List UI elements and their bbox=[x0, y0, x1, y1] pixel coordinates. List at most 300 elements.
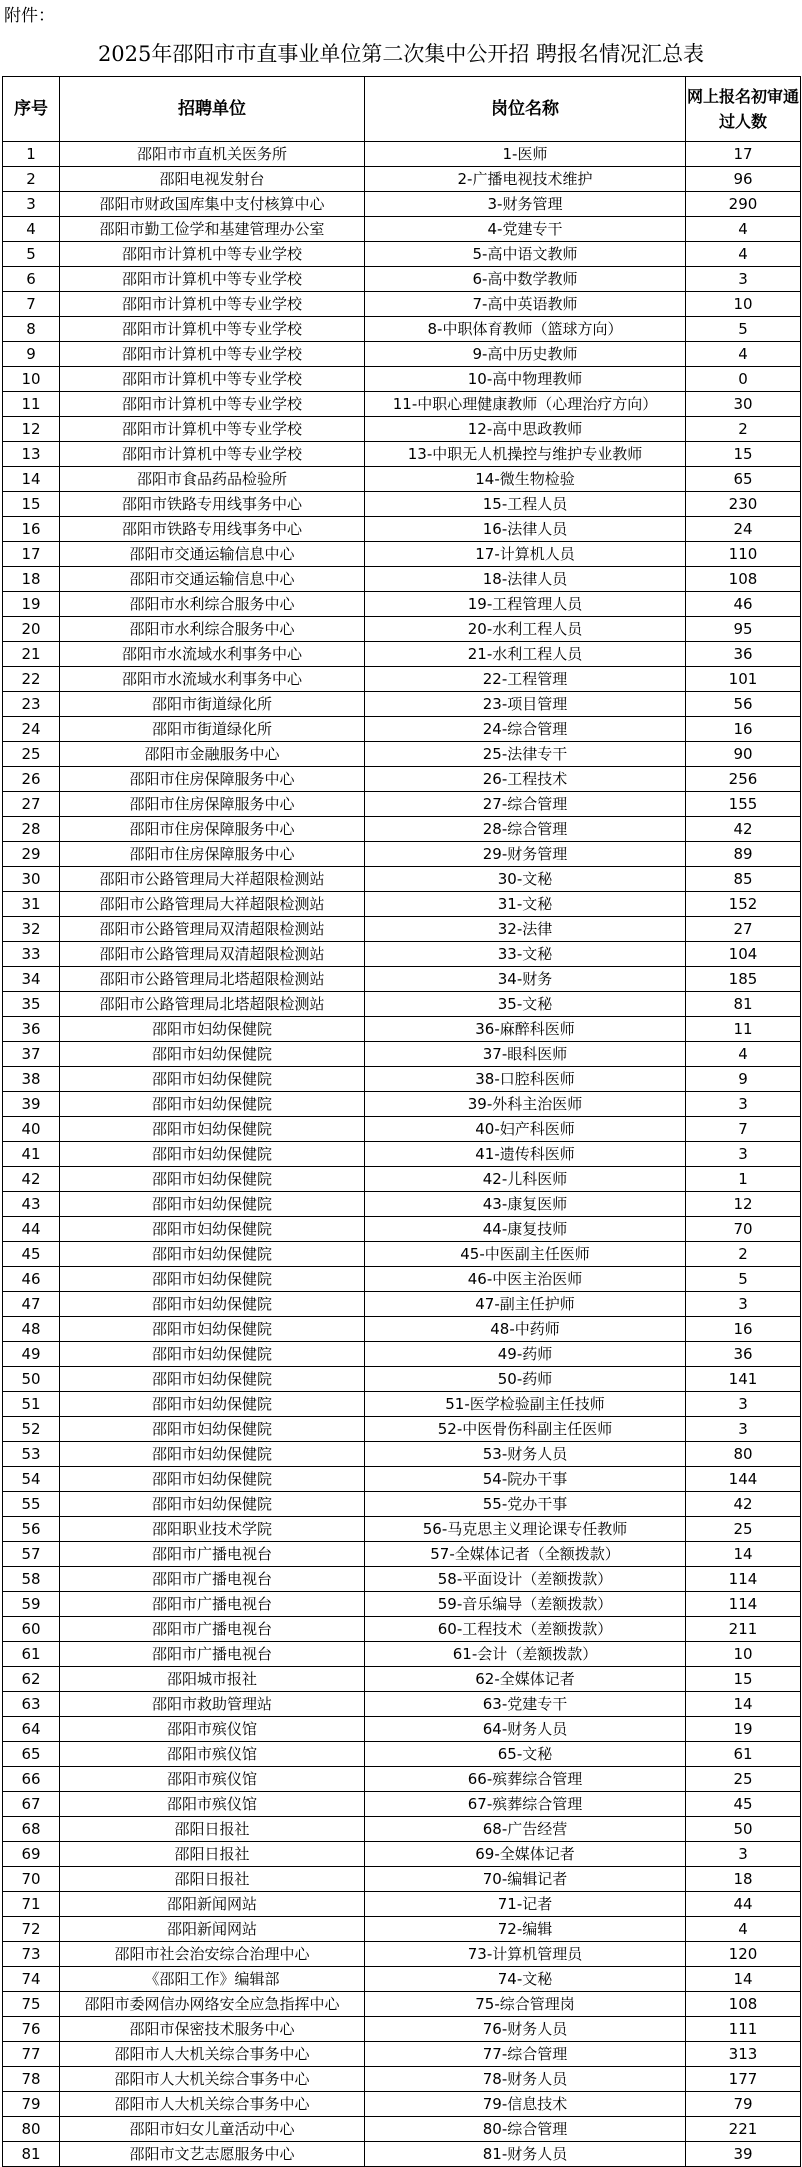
cell-count: 96 bbox=[686, 167, 801, 192]
cell-count: 85 bbox=[686, 867, 801, 892]
table-row bbox=[3, 1617, 801, 1642]
cell-position: 43-康复医师 bbox=[365, 1192, 686, 1217]
cell-index: 58 bbox=[3, 1567, 60, 1592]
table-body bbox=[3, 142, 801, 2167]
table-row bbox=[3, 592, 801, 617]
cell-employer: 邵阳市文艺志愿服务中心 bbox=[60, 2142, 365, 2167]
cell-position: 50-药师 bbox=[365, 1367, 686, 1392]
cell-count: 3 bbox=[686, 1417, 801, 1442]
cell-employer: 邵阳市广播电视台 bbox=[60, 1567, 365, 1592]
cell-index: 40 bbox=[3, 1117, 60, 1142]
cell-count: 108 bbox=[686, 567, 801, 592]
cell-index: 9 bbox=[3, 342, 60, 367]
cell-position: 21-水利工程人员 bbox=[365, 642, 686, 667]
cell-index: 71 bbox=[3, 1892, 60, 1917]
cell-employer: 邵阳市殡仪馆 bbox=[60, 1767, 365, 1792]
cell-count: 90 bbox=[686, 742, 801, 767]
page-title: 2025年邵阳市市直事业单位第二次集中公开招 聘报名情况汇总表 bbox=[97, 42, 705, 66]
table-row bbox=[3, 1342, 801, 1367]
cell-count: 5 bbox=[686, 317, 801, 342]
cell-employer: 邵阳市铁路专用线事务中心 bbox=[60, 492, 365, 517]
table-row bbox=[3, 1067, 801, 1092]
table-row bbox=[3, 1667, 801, 1692]
cell-position: 4-党建专干 bbox=[365, 217, 686, 242]
cell-count: 3 bbox=[686, 1142, 801, 1167]
cell-count: 61 bbox=[686, 1742, 801, 1767]
cell-employer: 邵阳市计算机中等专业学校 bbox=[60, 417, 365, 442]
cell-employer: 邵阳市妇幼保健院 bbox=[60, 1392, 365, 1417]
cell-index: 56 bbox=[3, 1517, 60, 1542]
cell-position: 37-眼科医师 bbox=[365, 1042, 686, 1067]
cell-position: 31-文秘 bbox=[365, 892, 686, 917]
cell-employer: 邵阳市妇幼保健院 bbox=[60, 1467, 365, 1492]
cell-employer: 邵阳市妇幼保健院 bbox=[60, 1042, 365, 1067]
cell-position: 68-广告经营 bbox=[365, 1817, 686, 1842]
cell-position: 54-院办干事 bbox=[365, 1467, 686, 1492]
cell-index: 66 bbox=[3, 1767, 60, 1792]
cell-employer: 邵阳市妇幼保健院 bbox=[60, 1292, 365, 1317]
table-row bbox=[3, 1467, 801, 1492]
table-row bbox=[3, 2017, 801, 2042]
table-row bbox=[3, 392, 801, 417]
cell-count: 16 bbox=[686, 717, 801, 742]
table-row bbox=[3, 217, 801, 242]
table-row bbox=[3, 667, 801, 692]
table-row bbox=[3, 542, 801, 567]
cell-position: 79-信息技术 bbox=[365, 2092, 686, 2117]
cell-position: 71-记者 bbox=[365, 1892, 686, 1917]
cell-employer: 邵阳市水流域水利事务中心 bbox=[60, 642, 365, 667]
cell-position: 73-计算机管理员 bbox=[365, 1942, 686, 1967]
cell-index: 17 bbox=[3, 542, 60, 567]
cell-employer: 邵阳市计算机中等专业学校 bbox=[60, 242, 365, 267]
cell-position: 40-妇产科医师 bbox=[365, 1117, 686, 1142]
cell-count: 256 bbox=[686, 767, 801, 792]
cell-employer: 邵阳日报社 bbox=[60, 1817, 365, 1842]
cell-count: 4 bbox=[686, 342, 801, 367]
cell-position: 57-全媒体记者（全额拨款） bbox=[365, 1542, 686, 1567]
cell-employer: 邵阳市妇幼保健院 bbox=[60, 1492, 365, 1517]
cell-index: 16 bbox=[3, 517, 60, 542]
cell-count: 10 bbox=[686, 292, 801, 317]
cell-index: 54 bbox=[3, 1467, 60, 1492]
cell-employer: 邵阳市计算机中等专业学校 bbox=[60, 317, 365, 342]
cell-position: 72-编辑 bbox=[365, 1917, 686, 1942]
cell-index: 14 bbox=[3, 467, 60, 492]
cell-count: 0 bbox=[686, 367, 801, 392]
cell-count: 110 bbox=[686, 542, 801, 567]
cell-employer: 邵阳市妇幼保健院 bbox=[60, 1267, 365, 1292]
cell-count: 2 bbox=[686, 1242, 801, 1267]
cell-employer: 邵阳市计算机中等专业学校 bbox=[60, 342, 365, 367]
cell-employer: 邵阳电视发射台 bbox=[60, 167, 365, 192]
cell-employer: 邵阳市妇幼保健院 bbox=[60, 1367, 365, 1392]
cell-employer: 邵阳市公路管理局北塔超限检测站 bbox=[60, 992, 365, 1017]
cell-employer: 邵阳市公路管理局北塔超限检测站 bbox=[60, 967, 365, 992]
table-row bbox=[3, 1942, 801, 1967]
cell-position: 81-财务人员 bbox=[365, 2142, 686, 2167]
cell-employer: 邵阳市妇幼保健院 bbox=[60, 1342, 365, 1367]
cell-employer: 邵阳市计算机中等专业学校 bbox=[60, 392, 365, 417]
cell-employer: 邵阳市财政国库集中支付核算中心 bbox=[60, 192, 365, 217]
cell-count: 230 bbox=[686, 492, 801, 517]
cell-position: 5-高中语文教师 bbox=[365, 242, 686, 267]
cell-index: 61 bbox=[3, 1642, 60, 1667]
cell-employer: 邵阳市妇幼保健院 bbox=[60, 1242, 365, 1267]
cell-index: 49 bbox=[3, 1342, 60, 1367]
cell-employer: 邵阳市公路管理局大祥超限检测站 bbox=[60, 867, 365, 892]
table-row bbox=[3, 1142, 801, 1167]
cell-position: 39-外科主治医师 bbox=[365, 1092, 686, 1117]
cell-index: 32 bbox=[3, 917, 60, 942]
cell-index: 43 bbox=[3, 1192, 60, 1217]
table-row bbox=[3, 1792, 801, 1817]
cell-count: 79 bbox=[686, 2092, 801, 2117]
attachment-label: 附件： bbox=[4, 6, 55, 26]
cell-index: 41 bbox=[3, 1142, 60, 1167]
table-row bbox=[3, 1492, 801, 1517]
cell-count: 15 bbox=[686, 442, 801, 467]
cell-count: 177 bbox=[686, 2067, 801, 2092]
cell-index: 35 bbox=[3, 992, 60, 1017]
cell-index: 38 bbox=[3, 1067, 60, 1092]
cell-count: 39 bbox=[686, 2142, 801, 2167]
table-row bbox=[3, 292, 801, 317]
cell-count: 25 bbox=[686, 1517, 801, 1542]
cell-employer: 邵阳市妇幼保健院 bbox=[60, 1317, 365, 1342]
cell-count: 18 bbox=[686, 1867, 801, 1892]
cell-index: 27 bbox=[3, 792, 60, 817]
cell-employer: 邵阳市妇幼保健院 bbox=[60, 1092, 365, 1117]
cell-count: 81 bbox=[686, 992, 801, 1017]
cell-position: 33-文秘 bbox=[365, 942, 686, 967]
table-row bbox=[3, 1192, 801, 1217]
cell-position: 26-工程技术 bbox=[365, 767, 686, 792]
cell-employer: 邵阳市勤工俭学和基建管理办公室 bbox=[60, 217, 365, 242]
cell-employer: 邵阳市妇幼保健院 bbox=[60, 1117, 365, 1142]
cell-employer: 邵阳市交通运输信息中心 bbox=[60, 542, 365, 567]
cell-index: 50 bbox=[3, 1367, 60, 1392]
cell-position: 11-中职心理健康教师（心理治疗方向） bbox=[365, 392, 686, 417]
table-row bbox=[3, 892, 801, 917]
cell-count: 10 bbox=[686, 1642, 801, 1667]
table-row bbox=[3, 1167, 801, 1192]
cell-index: 48 bbox=[3, 1317, 60, 1342]
cell-position: 20-水利工程人员 bbox=[365, 617, 686, 642]
cell-index: 1 bbox=[3, 142, 60, 167]
cell-position: 28-综合管理 bbox=[365, 817, 686, 842]
table-row bbox=[3, 742, 801, 767]
cell-count: 4 bbox=[686, 242, 801, 267]
cell-employer: 邵阳市人大机关综合事务中心 bbox=[60, 2067, 365, 2092]
cell-count: 101 bbox=[686, 667, 801, 692]
table-row bbox=[3, 642, 801, 667]
table-row bbox=[3, 2067, 801, 2092]
cell-index: 28 bbox=[3, 817, 60, 842]
cell-position: 27-综合管理 bbox=[365, 792, 686, 817]
cell-count: 221 bbox=[686, 2117, 801, 2142]
cell-position: 10-高中物理教师 bbox=[365, 367, 686, 392]
cell-index: 15 bbox=[3, 492, 60, 517]
cell-position: 22-工程管理 bbox=[365, 667, 686, 692]
header-index: 序号 bbox=[3, 77, 60, 142]
cell-employer: 邵阳市妇幼保健院 bbox=[60, 1167, 365, 1192]
cell-employer: 邵阳市广播电视台 bbox=[60, 1592, 365, 1617]
cell-index: 30 bbox=[3, 867, 60, 892]
cell-index: 44 bbox=[3, 1217, 60, 1242]
cell-position: 30-文秘 bbox=[365, 867, 686, 892]
cell-position: 66-殡葬综合管理 bbox=[365, 1767, 686, 1792]
cell-position: 29-财务管理 bbox=[365, 842, 686, 867]
cell-employer: 邵阳市街道绿化所 bbox=[60, 717, 365, 742]
cell-employer: 邵阳市住房保障服务中心 bbox=[60, 842, 365, 867]
cell-position: 15-工程人员 bbox=[365, 492, 686, 517]
table-row bbox=[3, 1767, 801, 1792]
cell-count: 9 bbox=[686, 1067, 801, 1092]
table-row bbox=[3, 242, 801, 267]
cell-index: 23 bbox=[3, 692, 60, 717]
cell-count: 70 bbox=[686, 1217, 801, 1242]
cell-count: 27 bbox=[686, 917, 801, 942]
cell-index: 65 bbox=[3, 1742, 60, 1767]
cell-position: 19-工程管理人员 bbox=[365, 592, 686, 617]
cell-position: 49-药师 bbox=[365, 1342, 686, 1367]
cell-index: 24 bbox=[3, 717, 60, 742]
cell-index: 26 bbox=[3, 767, 60, 792]
cell-employer: 邵阳市殡仪馆 bbox=[60, 1792, 365, 1817]
cell-count: 42 bbox=[686, 817, 801, 842]
cell-position: 46-中医主治医师 bbox=[365, 1267, 686, 1292]
cell-position: 16-法律人员 bbox=[365, 517, 686, 542]
cell-position: 64-财务人员 bbox=[365, 1717, 686, 1742]
table-row bbox=[3, 1692, 801, 1717]
cell-employer: 邵阳市妇幼保健院 bbox=[60, 1192, 365, 1217]
cell-position: 67-殡葬综合管理 bbox=[365, 1792, 686, 1817]
cell-index: 77 bbox=[3, 2042, 60, 2067]
cell-index: 4 bbox=[3, 217, 60, 242]
cell-index: 78 bbox=[3, 2067, 60, 2092]
cell-position: 41-遗传科医师 bbox=[365, 1142, 686, 1167]
table-row bbox=[3, 517, 801, 542]
cell-position: 8-中职体育教师（篮球方向） bbox=[365, 317, 686, 342]
cell-employer: 邵阳市委网信办网络安全应急指挥中心 bbox=[60, 1992, 365, 2017]
cell-position: 48-中药师 bbox=[365, 1317, 686, 1342]
table-row bbox=[3, 1217, 801, 1242]
cell-index: 42 bbox=[3, 1167, 60, 1192]
cell-employer: 邵阳市人大机关综合事务中心 bbox=[60, 2092, 365, 2117]
cell-index: 31 bbox=[3, 892, 60, 917]
cell-count: 14 bbox=[686, 1692, 801, 1717]
cell-index: 69 bbox=[3, 1842, 60, 1867]
cell-employer: 《邵阳工作》编辑部 bbox=[60, 1967, 365, 1992]
cell-position: 53-财务人员 bbox=[365, 1442, 686, 1467]
cell-count: 114 bbox=[686, 1567, 801, 1592]
cell-count: 50 bbox=[686, 1817, 801, 1842]
cell-index: 68 bbox=[3, 1817, 60, 1842]
table-row bbox=[3, 942, 801, 967]
cell-index: 33 bbox=[3, 942, 60, 967]
cell-position: 23-项目管理 bbox=[365, 692, 686, 717]
cell-employer: 邵阳市食品药品检验所 bbox=[60, 467, 365, 492]
table-row bbox=[3, 442, 801, 467]
cell-employer: 邵阳市广播电视台 bbox=[60, 1642, 365, 1667]
cell-position: 9-高中历史教师 bbox=[365, 342, 686, 367]
cell-employer: 邵阳城市报社 bbox=[60, 1667, 365, 1692]
table-row bbox=[3, 1967, 801, 1992]
table-row bbox=[3, 817, 801, 842]
cell-count: 17 bbox=[686, 142, 801, 167]
table-row bbox=[3, 1267, 801, 1292]
cell-count: 25 bbox=[686, 1767, 801, 1792]
cell-employer: 邵阳市广播电视台 bbox=[60, 1617, 365, 1642]
cell-employer: 邵阳市计算机中等专业学校 bbox=[60, 292, 365, 317]
cell-count: 211 bbox=[686, 1617, 801, 1642]
cell-index: 76 bbox=[3, 2017, 60, 2042]
cell-count: 12 bbox=[686, 1192, 801, 1217]
cell-position: 56-马克思主义理论课专任教师 bbox=[365, 1517, 686, 1542]
cell-count: 4 bbox=[686, 1042, 801, 1067]
cell-index: 60 bbox=[3, 1617, 60, 1642]
table-row bbox=[3, 467, 801, 492]
cell-count: 56 bbox=[686, 692, 801, 717]
cell-count: 108 bbox=[686, 1992, 801, 2017]
table-row bbox=[3, 492, 801, 517]
cell-position: 74-文秘 bbox=[365, 1967, 686, 1992]
cell-employer: 邵阳市殡仪馆 bbox=[60, 1742, 365, 1767]
cell-index: 18 bbox=[3, 567, 60, 592]
cell-employer: 邵阳市住房保障服务中心 bbox=[60, 767, 365, 792]
cell-employer: 邵阳市社会治安综合治理中心 bbox=[60, 1942, 365, 1967]
cell-index: 79 bbox=[3, 2092, 60, 2117]
cell-employer: 邵阳市计算机中等专业学校 bbox=[60, 442, 365, 467]
table-row bbox=[3, 842, 801, 867]
cell-employer: 邵阳市保密技术服务中心 bbox=[60, 2017, 365, 2042]
cell-index: 29 bbox=[3, 842, 60, 867]
cell-employer: 邵阳市水利综合服务中心 bbox=[60, 592, 365, 617]
cell-employer: 邵阳市计算机中等专业学校 bbox=[60, 367, 365, 392]
cell-employer: 邵阳市住房保障服务中心 bbox=[60, 792, 365, 817]
cell-position: 75-综合管理岗 bbox=[365, 1992, 686, 2017]
cell-count: 89 bbox=[686, 842, 801, 867]
cell-index: 64 bbox=[3, 1717, 60, 1742]
table-row bbox=[3, 1842, 801, 1867]
cell-index: 5 bbox=[3, 242, 60, 267]
table-row bbox=[3, 1542, 801, 1567]
cell-count: 111 bbox=[686, 2017, 801, 2042]
cell-position: 7-高中英语教师 bbox=[365, 292, 686, 317]
header-position: 岗位名称 bbox=[365, 77, 686, 142]
cell-count: 7 bbox=[686, 1117, 801, 1142]
cell-count: 1 bbox=[686, 1167, 801, 1192]
cell-count: 65 bbox=[686, 467, 801, 492]
cell-count: 42 bbox=[686, 1492, 801, 1517]
table-row bbox=[3, 317, 801, 342]
cell-employer: 邵阳市妇幼保健院 bbox=[60, 1142, 365, 1167]
cell-count: 120 bbox=[686, 1942, 801, 1967]
cell-employer: 邵阳市金融服务中心 bbox=[60, 742, 365, 767]
cell-employer: 邵阳市妇幼保健院 bbox=[60, 1217, 365, 1242]
table-row bbox=[3, 1442, 801, 1467]
table-row bbox=[3, 1417, 801, 1442]
cell-count: 19 bbox=[686, 1717, 801, 1742]
cell-position: 34-财务 bbox=[365, 967, 686, 992]
cell-employer: 邵阳市公路管理局大祥超限检测站 bbox=[60, 892, 365, 917]
table-row bbox=[3, 1367, 801, 1392]
cell-position: 17-计算机人员 bbox=[365, 542, 686, 567]
cell-index: 81 bbox=[3, 2142, 60, 2167]
cell-employer: 邵阳新闻网站 bbox=[60, 1917, 365, 1942]
cell-position: 6-高中数学教师 bbox=[365, 267, 686, 292]
header-employer: 招聘单位 bbox=[60, 77, 365, 142]
cell-count: 3 bbox=[686, 267, 801, 292]
cell-employer: 邵阳市街道绿化所 bbox=[60, 692, 365, 717]
cell-count: 36 bbox=[686, 1342, 801, 1367]
cell-index: 3 bbox=[3, 192, 60, 217]
table-row bbox=[3, 567, 801, 592]
table-row bbox=[3, 192, 801, 217]
table-row bbox=[3, 1817, 801, 1842]
cell-index: 34 bbox=[3, 967, 60, 992]
table-row bbox=[3, 2092, 801, 2117]
cell-employer: 邵阳市救助管理站 bbox=[60, 1692, 365, 1717]
cell-employer: 邵阳市妇幼保健院 bbox=[60, 1417, 365, 1442]
table-row bbox=[3, 717, 801, 742]
table-row bbox=[3, 1517, 801, 1542]
cell-employer: 邵阳市水利综合服务中心 bbox=[60, 617, 365, 642]
cell-count: 45 bbox=[686, 1792, 801, 1817]
cell-index: 47 bbox=[3, 1292, 60, 1317]
cell-count: 3 bbox=[686, 1092, 801, 1117]
table-header-row bbox=[3, 77, 801, 142]
cell-count: 2 bbox=[686, 417, 801, 442]
table-row bbox=[3, 167, 801, 192]
cell-index: 13 bbox=[3, 442, 60, 467]
cell-employer: 邵阳市交通运输信息中心 bbox=[60, 567, 365, 592]
cell-count: 14 bbox=[686, 1542, 801, 1567]
cell-position: 36-麻醉科医师 bbox=[365, 1017, 686, 1042]
cell-count: 5 bbox=[686, 1267, 801, 1292]
cell-position: 77-综合管理 bbox=[365, 2042, 686, 2067]
cell-index: 12 bbox=[3, 417, 60, 442]
table-row bbox=[3, 1567, 801, 1592]
cell-position: 38-口腔科医师 bbox=[365, 1067, 686, 1092]
cell-index: 67 bbox=[3, 1792, 60, 1817]
header-applicant-count: 网上报名初审通过人数 bbox=[686, 77, 801, 142]
table-row bbox=[3, 1242, 801, 1267]
cell-index: 73 bbox=[3, 1942, 60, 1967]
table-row bbox=[3, 1592, 801, 1617]
registration-summary-table bbox=[2, 76, 801, 2167]
cell-employer: 邵阳市人大机关综合事务中心 bbox=[60, 2042, 365, 2067]
cell-employer: 邵阳市广播电视台 bbox=[60, 1542, 365, 1567]
cell-count: 3 bbox=[686, 1392, 801, 1417]
cell-index: 51 bbox=[3, 1392, 60, 1417]
cell-index: 80 bbox=[3, 2117, 60, 2142]
cell-index: 39 bbox=[3, 1092, 60, 1117]
table-row bbox=[3, 2142, 801, 2167]
cell-employer: 邵阳市计算机中等专业学校 bbox=[60, 267, 365, 292]
cell-index: 37 bbox=[3, 1042, 60, 1067]
cell-employer: 邵阳市市直机关医务所 bbox=[60, 142, 365, 167]
table-row bbox=[3, 1992, 801, 2017]
cell-index: 62 bbox=[3, 1667, 60, 1692]
cell-position: 69-全媒体记者 bbox=[365, 1842, 686, 1867]
cell-index: 46 bbox=[3, 1267, 60, 1292]
cell-position: 14-微生物检验 bbox=[365, 467, 686, 492]
table-row bbox=[3, 1042, 801, 1067]
table-row bbox=[3, 692, 801, 717]
cell-count: 144 bbox=[686, 1467, 801, 1492]
